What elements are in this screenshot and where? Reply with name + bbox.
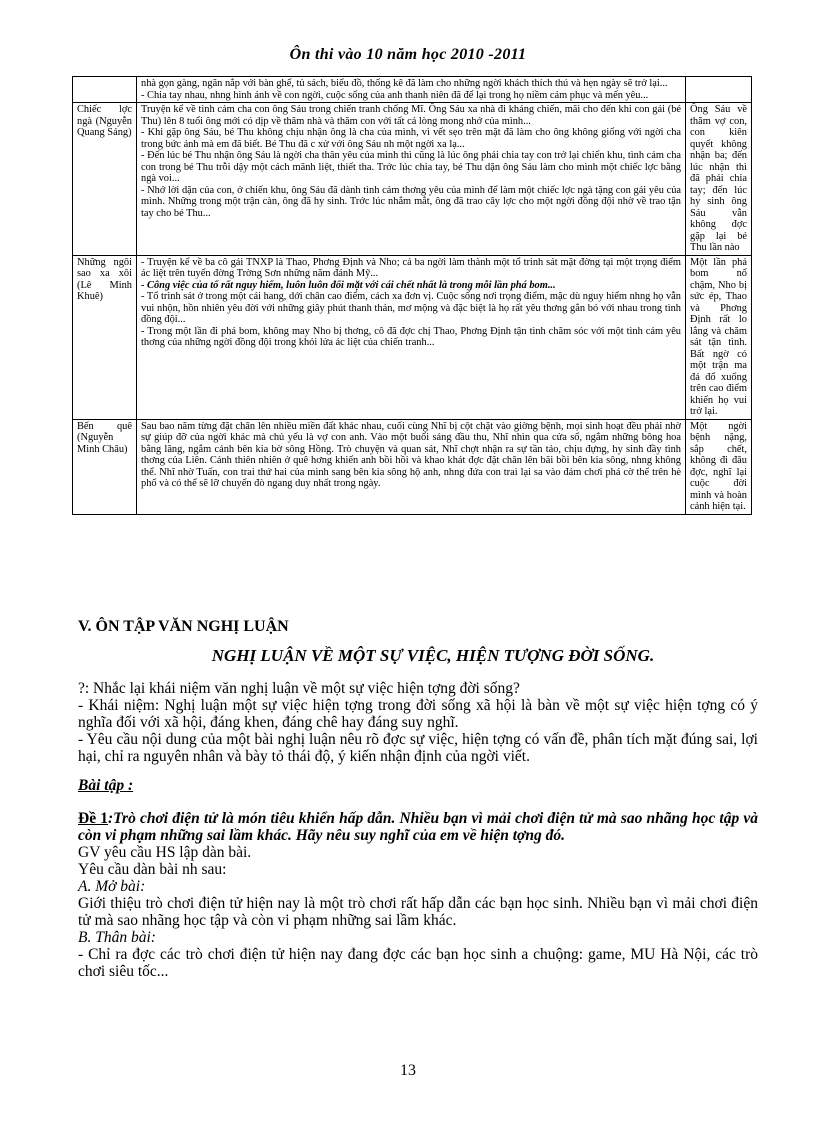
outline-requirement: Yêu cầu dàn bài nh sau: (78, 860, 227, 878)
work-name-cell: Những ngôi sao xa xôi (Lê Minh Khuê) (73, 255, 137, 419)
literature-summary-table (72, 76, 752, 515)
summary-paragraph: Truyện kể về tình cảm cha con ông Sáu trong chiến tranh chống Mĩ. Ông Sáu xa nhà đi kháng chiến, mãi cho đến khi con gái (bé Thu) lên 8 tuổi ông mới có dịp về thăm nhà và thăm con với tất cả lòng mong nhớ của mình... (141, 104, 681, 127)
summary-paragraph: - Chia tay nhau, nhng hình ảnh về con ngời, cuộc sống của anh thanh niên đã để lại trong họ niềm cảm phục và mến yêu... (141, 89, 649, 101)
summary-cell (137, 419, 686, 514)
situation-cell: Một lần phá bom nổ chậm, Nho bị sức ép, Thao và Phơng Định rất lo lắng và chăm sát tận tình. Bất ngờ có một trận ma đá đổ xuống trên cao điểm khiến họ vui trở lại. (686, 255, 752, 419)
page-number: 13 (400, 1062, 416, 1079)
summary-paragraph: Sau bao năm từng đặt chân lên nhiều miền đất khác nhau, cuối cùng Nhĩ bị cột chặt vào giờng bệnh, mọi sinh hoạt đều phải nhờ sự giúp đỡ của ngời khác mà chủ yếu là vợ con anh. Vào một buổi sáng đầu thu, Nhĩ nhìn qua cửa sổ, ngắm những bông hoa bằng lăng, ngắm cảnh bên kia bờ sông Hồng. Trò chuyện và quan sát, Nhĩ chợt nhận ra sự tần tảo, chịu đựng, hy sinh đầy tình thơng của Liên. Cảnh thiên nhiên ở quê hơng khiến anh bồi hồi và khao khát đợc đặt chân lên bãi bồi bên kia sông, nhng không thể. Nhĩ nhờ Tuấn, con trai thứ hai của mình sang bên kia sông hộ anh, nhng đứa con trai lại sa vào đám chơi phá cờ thế trên hè phố và có thể sẽ lỡ chuyến đò ngang duy nhất trong ngày. (141, 420, 681, 489)
summary-cell (137, 255, 686, 419)
work-name-cell (73, 77, 137, 103)
page-header: Ôn thi vào 10 năm học 2010 -2011 (289, 46, 527, 63)
table-row (73, 103, 752, 256)
teacher-instruction: GV yêu cầu HS lập dàn bài. (78, 843, 252, 861)
summary-paragraph: - Nhớ lời dặn của con, ở chiến khu, ông Sáu đã dành tình cảm thơng yêu của mình để làm một chiếc lợc ngà tặng con gái yêu của mình. Những trong một trận càn, ông đã hy sinh. Trớc lúc nhắm mắt, ông đã trao cây lợc cho một ngời đồng đội nhờ về trao tận tay cho bé Thu... (141, 184, 681, 219)
summary-paragraph-emphasis: - Công việc của tổ rất nguy hiểm, luôn luôn đối mặt với cái chết nhất là trong mỗi lần phá bom... (141, 279, 556, 291)
summary-paragraph: - Tổ trinh sát ở trong một cái hang, dới chân cao điểm, cách xa đơn vị. Cuộc sống nơi trọng điểm, mặc dù nguy hiểm nhng họ vẫn vui nhộn, hồn nhiên yêu đời với những giây phút thanh thản, mơ mộng và đặc biệt là họ rất yêu thơng gắn bó với nhau trong tình đồng đội... (141, 291, 681, 325)
question-text: ?: Nhắc lại khái niệm văn nghị luận về một sự việc hiện tợng đời sống? (78, 680, 520, 697)
body-heading: B. Thân bài: (78, 928, 156, 946)
situation-cell: Ông Sáu về thăm vợ con, con kiên quyết không nhận ba; đến lúc nhận thì đã phải chia tay; đến lúc hy sinh ông Sáu vẫn không đợc gặp lại bé Thu lần nào (686, 103, 752, 256)
requirement-paragraph: - Yêu cầu nội dung của một bài nghị luận nêu rõ đợc sự việc, hiện tợng có vấn đề, phân tích mặt đúng sai, lợi hại, chỉ ra nguyên nhân và bày tỏ thái độ, ý kiến nhận định của ngời viết. (78, 731, 758, 765)
table-row (73, 419, 752, 514)
intro-heading: A. Mở bài: (78, 877, 146, 895)
body-text: - Chỉ ra đợc các trò chơi điện tử hiện nay đang đợc các bạn học sinh a chuộng: game, MU Hà Nội, các trò chơi siêu tốc... (78, 945, 758, 980)
section-subtitle: NGHỊ LUẬN VỀ MỘT SỰ VIỆC, HIỆN TƯỢNG ĐỜI SỐNG. (211, 646, 655, 665)
summary-cell (137, 103, 686, 256)
situation-cell: Một ngời bệnh nặng, sắp chết, không đi đâu đợc, nghĩ lại cuộc đời mình và hoàn cảnh hiện tại. (686, 419, 752, 514)
intro-text: Giới thiệu trò chơi điện tử hiện nay là một trò chơi rất hấp dẫn các bạn học sinh. Nhiều bạn vì mải chơi điện tử mà sao nhãng học tập và còn vi phạm những sai lầm khác. (78, 894, 758, 929)
summary-paragraph: - Đến lúc bé Thu nhận ông Sáu là ngời cha thân yêu của mình thì cũng là lúc ông phải chia tay con trở lại chiến khu, tình cảm cha con trong bé Thu trỗi dậy một cách mãnh liệt, thiết tha. Trớc lúc chia tay, bé Thu dặn ông Sáu làm cho mình một chiếc lợc bằng ngà voi... (141, 150, 681, 184)
summary-paragraph: nhà gọn gàng, ngăn nắp với bàn ghế, tủ sách, biểu đồ, thống kê đã làm cho những ngời khách thích thú và hẹn ngày sẽ trở lại... (141, 78, 668, 89)
exercise-heading: Bài tập : (78, 777, 134, 794)
essay-section (78, 618, 758, 980)
situation-cell (686, 77, 752, 103)
section-title: V. ÔN TẬP VĂN NGHỊ LUẬN (78, 618, 289, 635)
table-row (73, 77, 752, 103)
summary-paragraph: - Truyện kể về ba cô gái TNXP là Thao, Phơng Định và Nho; cả ba ngời làm thành một tổ trinh sát mặt đờng tại một trọng điểm ác liệt trên tuyến đờng Trờng Sơn những năm đánh Mỹ... (141, 256, 681, 279)
exercise-text: :Trò chơi điện tử là món tiêu khiển hấp dẫn. Nhiều bạn vì mải chơi điện tử mà sao nhãng học tập và còn vi phạm những sai lầm khác. Hãy nêu suy nghĩ của em về hiện tợng đó. (78, 809, 758, 844)
summary-cell (137, 77, 686, 103)
table-row (73, 255, 752, 419)
summary-paragraph: - Trong một lần đi phá bom, không may Nho bị thơng, cô đã đợc chị Thao, Phơng Định tận tình chăm sóc với một tình cảm yêu thơng của những ngời đồng đội trong khói lửa ác liệt của chiến tranh... (141, 325, 681, 348)
definition-paragraph: - Khái niệm: Nghị luận một sự việc hiện tợng trong đời sống xã hội là bàn về một sự việc hiện tợng có ý nghĩa đối với xã hội, đáng khen, đáng chê hay đáng suy nghĩ. (78, 697, 758, 731)
exercise-prompt (78, 810, 758, 844)
work-name-cell: Chiếc lợc ngà (Nguyễn Quang Sáng) (73, 103, 137, 256)
work-name-cell: Bến quê (Nguyễn Minh Châu) (73, 419, 137, 514)
summary-paragraph: - Khi gặp ông Sáu, bé Thu không chịu nhận ông là cha của mình, vì vết sẹo trên mặt đã làm cho ông không giống với ngời cha trong bức ảnh mà em đã biết. Bé Thu đã c xử với ông Sáu nh một ngời xa lạ... (141, 127, 681, 150)
exercise-label: Đề 1 (78, 809, 108, 827)
